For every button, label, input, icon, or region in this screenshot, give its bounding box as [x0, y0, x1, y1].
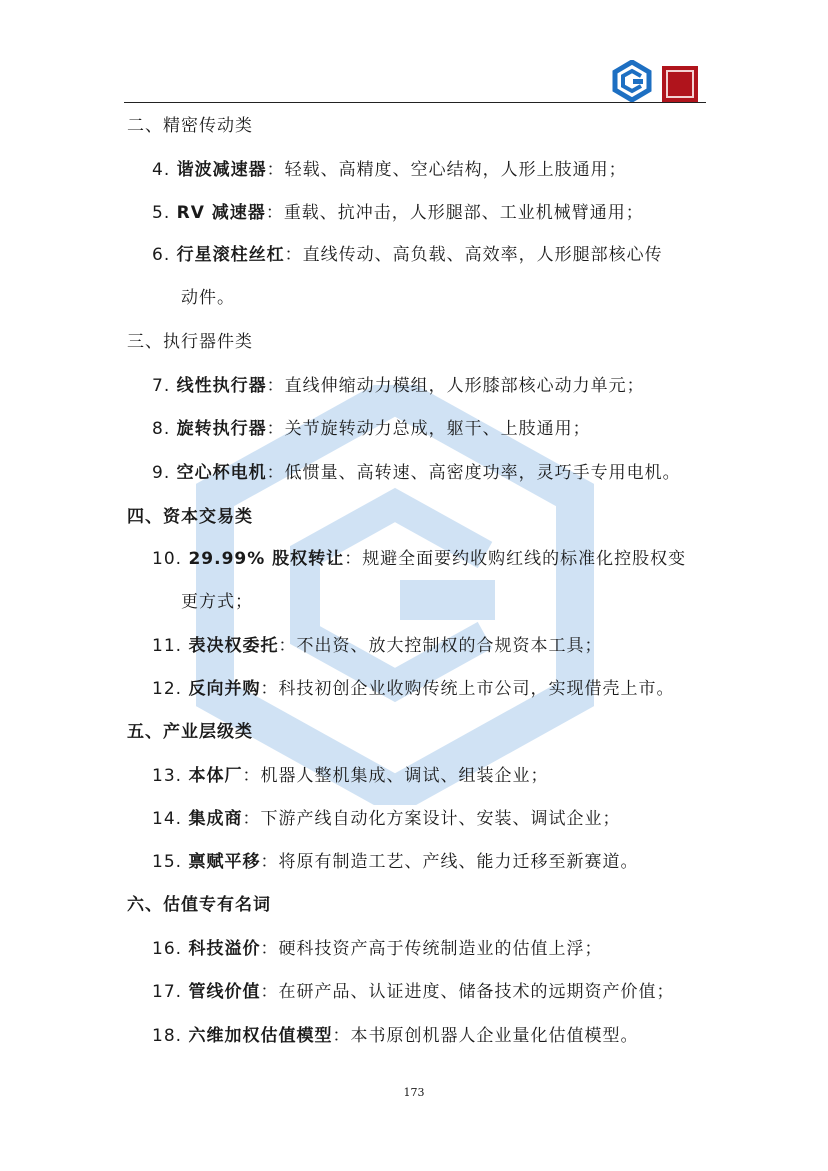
glossary-item: [152, 417, 591, 441]
item-term: 空心杯电机: [176, 463, 267, 483]
glossary-item: [152, 158, 627, 182]
item-number: 14.: [152, 809, 183, 829]
item-number: 9.: [152, 463, 171, 483]
item-description: 低惯量、高转速、高密度功率，灵巧手专用电机。: [284, 463, 681, 483]
item-number: 12.: [152, 679, 183, 699]
item-number: 17.: [152, 982, 183, 1002]
glossary-item: [152, 980, 674, 1004]
glossary-item: [152, 547, 686, 571]
section-heading: [127, 114, 253, 138]
item-description: 重载、抗冲击，人形腿部、工业机械臂通用；: [283, 203, 644, 223]
glossary-item: [152, 850, 638, 874]
seal-stamp-icon: [662, 66, 698, 102]
section-heading: [127, 330, 253, 354]
item-term: 禀赋平移: [188, 852, 261, 872]
glossary-item: [152, 764, 548, 788]
item-description: 轻载、高精度、空心结构，人形上肢通用；: [284, 160, 627, 180]
page-number: 173: [403, 1086, 425, 1099]
item-number: 18.: [152, 1026, 183, 1046]
item-number: 4.: [152, 160, 171, 180]
item-separator: ：: [266, 160, 285, 180]
item-description-continued: 更方式；: [181, 592, 253, 612]
item-term: 旋转执行器: [176, 419, 267, 439]
header-divider: [124, 102, 706, 103]
glossary-item: [152, 243, 663, 267]
section-heading: [127, 893, 271, 917]
item-term: 表决权委托: [188, 636, 279, 656]
item-description: 在研产品、认证进度、储备技术的远期资产价值；: [278, 982, 675, 1002]
item-term: 集成商: [188, 809, 243, 829]
item-term: 29.99% 股权转让: [188, 549, 345, 569]
item-separator: ：: [332, 1026, 351, 1046]
section-heading: [127, 505, 253, 529]
item-term: 六维加权估值模型: [188, 1026, 333, 1046]
section-heading-text: 六、估值专有名词: [127, 895, 271, 915]
item-term: 谐波减速器: [176, 160, 267, 180]
item-term: 线性执行器: [176, 376, 267, 396]
item-term: 行星滚柱丝杠: [176, 245, 285, 265]
section-heading: [127, 720, 253, 744]
company-logo-icon: [611, 60, 653, 102]
item-separator: ：: [260, 852, 279, 872]
item-number: 5.: [152, 203, 171, 223]
section-heading-text: 五、产业层级类: [127, 722, 253, 742]
item-description: 直线伸缩动力模组，人形膝部核心动力单元；: [284, 376, 645, 396]
item-description: 下游产线自动化方案设计、安装、调试企业；: [260, 809, 621, 829]
item-number: 7.: [152, 376, 171, 396]
item-number: 8.: [152, 419, 171, 439]
item-separator: ：: [265, 203, 284, 223]
item-number: 6.: [152, 245, 171, 265]
item-description: 规避全面要约收购红线的标准化控股权变: [362, 549, 687, 569]
item-separator: ：: [278, 636, 297, 656]
section-heading-text: 三、执行器件类: [127, 332, 253, 352]
item-term: RV 减速器: [176, 203, 266, 223]
item-separator: ：: [260, 679, 279, 699]
item-separator: ：: [284, 245, 303, 265]
glossary-item: [152, 1024, 638, 1048]
item-separator: ：: [242, 766, 261, 786]
item-description-continued: 动件。: [181, 288, 235, 308]
item-term: 本体厂: [188, 766, 243, 786]
item-description: 硬科技资产高于传统制造业的估值上浮；: [278, 939, 603, 959]
item-number: 15.: [152, 852, 183, 872]
item-description: 不出资、放大控制权的合规资本工具；: [296, 636, 603, 656]
item-description: 直线传动、高负载、高效率，人形腿部核心传: [302, 245, 663, 265]
section-heading-text: 二、精密传动类: [127, 116, 253, 136]
section-heading-text: 四、资本交易类: [127, 507, 253, 527]
item-description: 本书原创机器人企业量化估值模型。: [350, 1026, 639, 1046]
item-number: 13.: [152, 766, 183, 786]
item-separator: ：: [260, 982, 279, 1002]
item-description: 关节旋转动力总成，躯干、上肢通用；: [284, 419, 591, 439]
item-term: 科技溢价: [188, 939, 261, 959]
glossary-item: [152, 937, 602, 961]
glossary-item: [152, 807, 620, 831]
glossary-item: [152, 461, 681, 485]
glossary-item: [152, 634, 602, 658]
glossary-item: [152, 677, 674, 701]
item-separator: ：: [242, 809, 261, 829]
item-term: 反向并购: [188, 679, 261, 699]
item-term: 管线价值: [188, 982, 261, 1002]
glossary-item: [152, 374, 645, 398]
item-number: 11.: [152, 636, 183, 656]
watermark-logo-icon: [195, 385, 595, 805]
item-separator: ：: [266, 463, 285, 483]
item-separator: ：: [260, 939, 279, 959]
item-separator: ：: [266, 376, 285, 396]
item-description: 将原有制造工艺、产线、能力迁移至新赛道。: [278, 852, 639, 872]
item-number: 16.: [152, 939, 183, 959]
item-separator: ：: [266, 419, 285, 439]
glossary-item: [152, 201, 644, 225]
item-number: 10.: [152, 549, 183, 569]
item-separator: ：: [344, 549, 363, 569]
item-description: 机器人整机集成、调试、组装企业；: [260, 766, 549, 786]
item-description: 科技初创企业收购传统上市公司，实现借壳上市。: [278, 679, 675, 699]
